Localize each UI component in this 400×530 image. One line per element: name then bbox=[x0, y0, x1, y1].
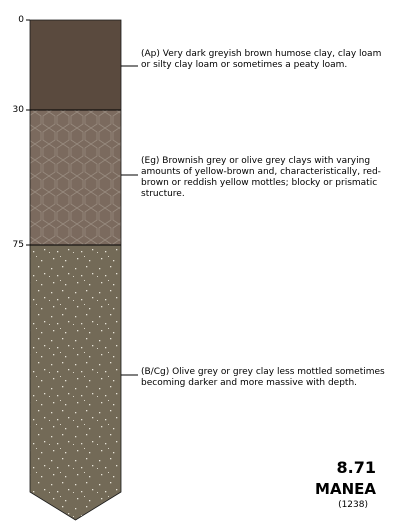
horizon-ap-description: (Ap) Very dark greyish brown humose clay, clay loam or silty clay loam or sometimes a peaty loam. bbox=[141, 49, 382, 70]
horizon-bcg-description: (B/Cg) Olive grey or grey clay less mottled sometimes becoming darker and more massive with depth. bbox=[141, 367, 385, 388]
soil-series-number: 8.71 bbox=[336, 458, 376, 477]
horizon-eg-prismatic-pattern bbox=[30, 110, 121, 245]
depth-label-30: 30 bbox=[12, 105, 24, 115]
depth-label-75: 75 bbox=[12, 240, 24, 250]
horizon-ap-layer bbox=[30, 20, 121, 110]
soil-series-name: MANEA bbox=[315, 480, 376, 498]
horizon-eg-description: (Eg) Brownish grey or olive grey clays with varying amounts of yellow-brown and, characteristically, red-brown or reddish yellow mottles; blocky or prismatic structure. bbox=[141, 156, 381, 199]
soil-series-id: (1238) bbox=[338, 500, 368, 510]
horizon-bcg-speckle-pattern bbox=[30, 245, 121, 520]
depth-label-0: 0 bbox=[18, 15, 24, 25]
